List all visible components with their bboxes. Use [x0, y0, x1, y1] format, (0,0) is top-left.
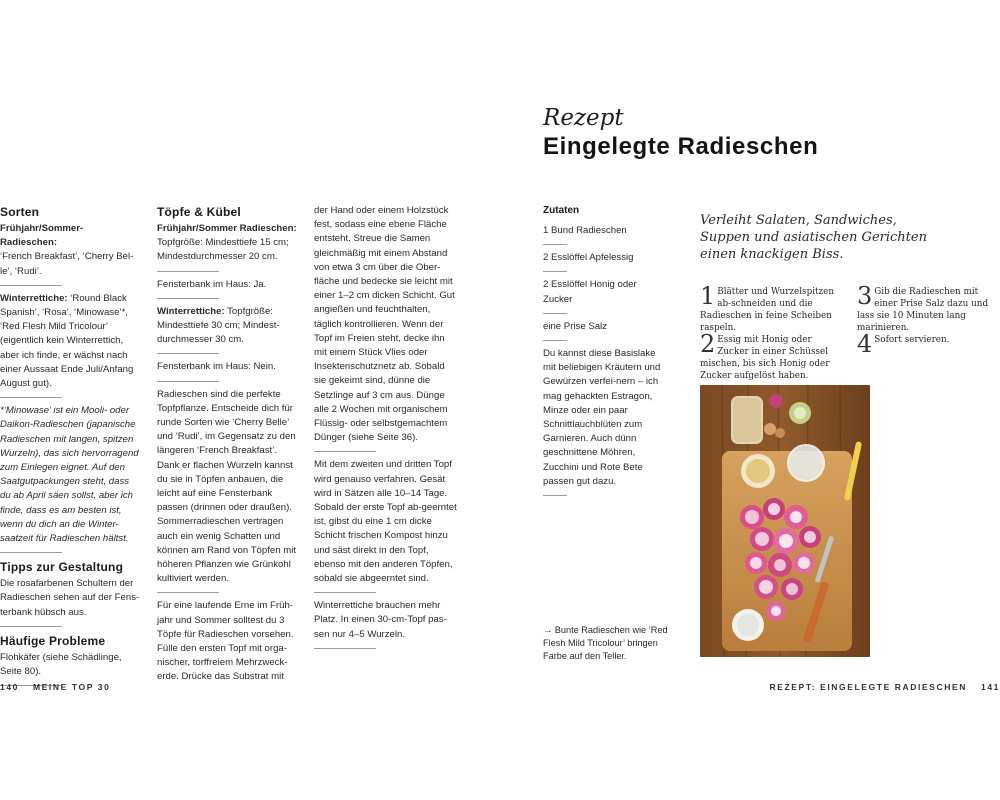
divider [543, 313, 567, 314]
heading-toepfe: Töpfe & Kübel [157, 205, 241, 219]
text-probleme: Flohkäfer (siehe Schädlinge, Seite 80). [0, 651, 122, 678]
text-zweiter-topf: Mit dem zweiten und dritten Topf wird genauso verfahren. Gesät wird in Sätzen alle 10–14 Tage. Sobald der erste Topf ab-geerntet ist, gibst du eine 1 cm dicke Schicht frischen Kompost hinzu und säst direkt in den Topf, ebenso mit den anderen Töpfen, sobald sie abgeerntet sind. [314, 459, 457, 585]
recipe-title [543, 104, 863, 162]
column-toepfe [157, 204, 299, 685]
step-text: Gib die Radieschen mit einer Prise Salz dazu und lass sie 10 Minuten lang marinieren. [857, 287, 989, 333]
divider [157, 353, 219, 354]
text-topfpflanze: Radieschen sind die perfekte Topfpflanze. Entscheide dich für runde Sorten wie ‘Cherry Belle’ und ‘Rudi’, im Gegensatz zu den längeren ‘French Breakfast’. Dank er flachen Wurzeln kannst du sie in Töpfen anbauen, die leicht auf eine Fensterbank passen (drinnen oder draußen). Sommerradieschen vertragen auch ein wenig Schatten und können am Rand von Töpfen mit höheren Pflanzen wie Grünkohl kultiviert werden. [157, 388, 297, 585]
toepfe-winter [157, 305, 299, 348]
running-head-right: REZEPT: EINGELEGTE RADIESCHEN [769, 682, 968, 692]
column-zutaten [543, 204, 661, 502]
sorten-fruehjahr [0, 222, 140, 279]
divider [0, 552, 62, 553]
recipe-photo [700, 385, 870, 657]
divider [0, 285, 62, 286]
divider [157, 298, 219, 299]
text-fensterbank-nein: Fensterbank im Haus: Nein. [157, 361, 276, 373]
toepfe-fruehjahr [157, 222, 299, 265]
label-fruehjahr-sommer: Frühjahr/Sommer Radieschen: [157, 223, 297, 234]
text-fensterbank-ja: Fensterbank im Haus: Ja. [157, 278, 267, 290]
text-winterrettiche-platz: Winterrettiche brauchen mehr Platz. In einen 30-cm-Topf pas-sen nur 4–5 Wurzeln. [314, 600, 447, 640]
column-sorten [0, 204, 140, 692]
step-text: Essig mit Honig oder Zucker in einer Schüssel mischen, bis sich Honig oder Zucker aufgelöst haben. [700, 335, 830, 381]
recipe-step [700, 330, 842, 382]
divider [0, 626, 62, 627]
text-winterrettiche: ‘Round Black Spanish’, ‘Rosa’, ‘Minowase’*, ‘Red Flesh Mild Tricolour’ (eigentlich kein Winterrettich, aber ich finde, er wächst nach einer Aussaat Ende Juli/Anfang August gut). [0, 292, 134, 390]
zutaten-note: Du kannst diese Basislake mit beliebigen Kräutern und Gewürzen verfei-nern – ich mag gehackten Estragon, Minze oder ein paar Schnittlauchblüten zum Garnieren. Auch dünn geschnittene Möhren, Zucchini und Rote Bete passen gut dazu. [543, 348, 661, 487]
label-winterrettiche-2: Winterrettiche: [157, 305, 225, 317]
footer-left [0, 682, 110, 692]
heading-tipps: Tipps zur Gestaltung [0, 560, 124, 575]
divider [157, 271, 219, 272]
divider [157, 592, 219, 593]
footer-right [769, 682, 1000, 692]
text-topfgroesse: Topfgröße: Mindesttiefe 15 cm; Mindestdurchmesser 20 cm. [157, 237, 289, 263]
heading-probleme: Häufige Probleme [0, 633, 106, 648]
recipe-step [857, 282, 1000, 334]
divider [0, 397, 62, 398]
heading-sorten: Sorten [0, 205, 40, 219]
label-winterrettiche: Winterrettiche: [0, 292, 68, 304]
divider [543, 271, 567, 272]
radish-photo-illustration [700, 385, 870, 657]
text-winter-topf: Topfgröße: Mindesttiefe 30 cm; Mindest-durchmesser 30 cm. [157, 305, 280, 346]
step-number: 4 [857, 330, 873, 358]
heading-zutaten: Zutaten [543, 205, 580, 216]
page-number-right: 141 [981, 682, 1000, 692]
divider [543, 340, 567, 341]
divider [314, 648, 376, 649]
divider [314, 451, 376, 452]
recipe-step [700, 282, 842, 334]
sorten-winter [0, 292, 140, 391]
caption-text: → Bunte Radieschen wie ‘Red Flesh Mild Tricolour’ bringen Farbe auf den Teller. [543, 625, 668, 661]
recipe-intro: Verleiht Salaten, Sandwiches, Suppen und asiatischen Gerichten einen knackigen Biss. [700, 213, 927, 262]
step-number: 3 [857, 282, 873, 310]
zutat-item: 1 Bund Radieschen [543, 225, 627, 236]
text-laufende-ernte: Für eine laufende Erne im Früh-jahr und Sommer solltest du 3 Töpfe für Radieschen vorsehen. Fülle den ersten Topf mit orga-nischer, torffreiem Mehrzweck-erde. Drücke das Substrat mit [157, 600, 294, 683]
text-aussaat: der Hand oder einem Holzstück fest, sodass eine ebene Fläche entsteht. Streue die Samen gleichmäßig mit einem Abstand von etwa 3 cm über die Ober-fläche und bedecke sie leicht mit einer 1–2 cm dicken Schicht. Gut angießen und feuchthalten, täglich kontrollieren. Wenn der Topf im Freien steht, decke ihn mit einem Stück Vlies oder Insektenschutznetz ab. Sobald sie gekeimt sind, dünne die Setzlinge auf 3 cm aus. Dünge alle 2 Wochen mit organischem Flüssig- oder selbstgemachtem Dünger (siehe Seite 36). [314, 205, 455, 444]
title-eingelegte-radieschen: Eingelegte Radieschen [543, 133, 819, 160]
column-anleitung [314, 204, 459, 655]
step-text: Blätter und Wurzelspitzen ab-schneiden und die Radieschen in feine Scheiben raspeln. [700, 287, 835, 333]
title-rezept: Rezept [543, 105, 624, 131]
zutat-item: 2 Esslöffel Apfelessig [543, 252, 634, 264]
text-tipps: Die rosafarbenen Schultern der Radieschen sehen auf der Fens-terbank hübsch aus. [0, 578, 140, 618]
divider [314, 592, 376, 593]
footnote-minowase: *‘Minowase’ ist ein Mooli- oder Daikon-Radieschen (japanische Radieschen mit langen, spitzen Wurzeln), das sich hervorragend zum Einlegen eignet. Auf den Saatgutpackungen steht, dass du ab April säen sollst, aber ich finde, dass es am besten ist, wenn du dich an die Winter-saatzeit für Radieschen hältst. [0, 405, 139, 545]
step-number: 1 [700, 282, 716, 310]
page-number-left: 140 [0, 682, 19, 692]
step-text: Sofort servieren. [874, 335, 950, 345]
divider [543, 244, 567, 245]
running-head-left: MEINE TOP 30 [32, 682, 111, 692]
label-fruehjahr: Frühjahr/Sommer-Radieschen: [0, 223, 84, 249]
text-fruehjahr: ‘French Breakfast’, ‘Cherry Bel-le’, ‘Rudi’. [0, 251, 134, 277]
divider [543, 495, 567, 496]
divider [157, 381, 219, 382]
photo-caption [543, 624, 671, 663]
zutat-item: 2 Esslöffel Honig oder Zucker [543, 279, 637, 305]
step-number: 2 [700, 330, 716, 358]
recipe-step [857, 330, 997, 358]
zutat-item: eine Prise Salz [543, 320, 607, 332]
